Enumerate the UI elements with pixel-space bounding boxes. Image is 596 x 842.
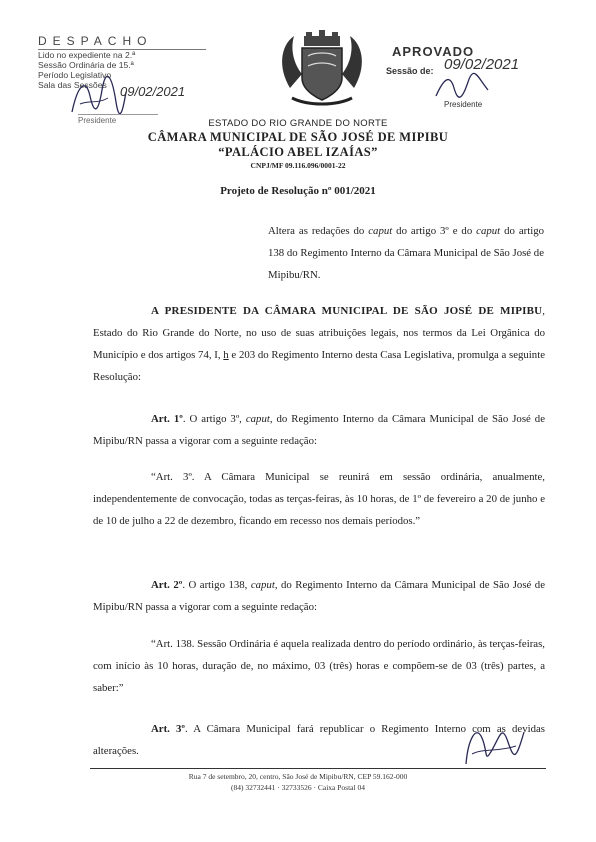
- aprovado-stamp-role: Presidente: [444, 100, 483, 109]
- handwritten-signature: [432, 72, 492, 102]
- header-cnpj: CNPJ/MF 09.116.096/0001-22: [250, 161, 346, 170]
- despacho-stamp-line: Sala das Sessões: [38, 80, 107, 90]
- aprovado-stamp-session-label: Sessão de:: [386, 66, 434, 76]
- article-2-label: Art. 2º: [151, 579, 183, 591]
- despacho-stamp-date: 09/02/2021: [120, 84, 186, 99]
- article-3: Art. 3º. A Câmara Municipal fará republicar o Regimento Interno com as devidas alterações.: [93, 723, 545, 757]
- despacho-stamp-line: Sessão Ordinária de 15.ª: [38, 60, 134, 70]
- article-2-quote: “Art. 138. Sessão Ordinária é aquela realizada dentro do período ordinário, às terças-feiras, com início às 10 horas, duração de, no máximo, 03 (três) horas e compõem-se de 03 (três) partes, a saber:”: [93, 638, 545, 694]
- coat-of-arms-emblem: [272, 28, 372, 108]
- header-camara: CÂMARA MUNICIPAL DE SÃO JOSÉ DE MIPIBU: [147, 130, 449, 144]
- handwritten-signature: [458, 720, 528, 770]
- footer-address: Rua 7 de setembro, 20, centro, São José de Mipibu/RN, CEP 59.162-000: [188, 772, 408, 781]
- preamble-paragraph: A PRESIDENTE DA CÂMARA MUNICIPAL DE SÃO JOSÉ DE MIPIBU, Estado do Rio Grande do Norte, no uso de suas atribuições legais, nos termos da Lei Orgânica do Município e dos artigos 74, I, h e 203 do Regimento Interno desta Casa Legislativa, promulga a seguinte Resolução:: [93, 305, 545, 383]
- aprovado-stamp-title: APROVADO: [392, 44, 475, 59]
- despacho-stamp-role: Presidente: [78, 114, 158, 125]
- handwritten-signature: [68, 74, 128, 118]
- header-state: ESTADO DO RIO GRANDE DO NORTE: [208, 118, 388, 129]
- article-1: Art. 1º. O artigo 3º, caput, do Regimento Interno da Câmara Municipal de São José de Mipibu/RN passa a vigorar com a seguinte redação:: [93, 413, 545, 447]
- header-palacio: “PALÁCIO ABEL IZAÍAS”: [218, 145, 378, 159]
- aprovado-stamp-date: 09/02/2021: [444, 56, 520, 73]
- article-3-label: Art. 3º: [151, 723, 185, 735]
- despacho-stamp-title: DESPACHO: [38, 34, 206, 50]
- article-1-quote: “Art. 3º. A Câmara Municipal se reunirá em sessão ordinária, anualmente, independentemente de convocação, todas as terças-feiras, às 10 horas, de 1º de fevereiro a 20 de junho e de 10 de julho a 22 de dezembro, ficando em recesso nos demais períodos.”: [93, 471, 545, 527]
- despacho-stamp: [38, 34, 206, 124]
- article-1-label: Art. 1º: [151, 413, 183, 425]
- aprovado-stamp: [382, 44, 572, 114]
- despacho-stamp-line: Lido no expediente na 2.ª: [38, 50, 136, 60]
- ementa: Altera as redações do caput do artigo 3º e do caput do artigo 138 do Regimento Interno da Câmara Municipal de São José de Mipibu/RN.: [268, 225, 544, 281]
- footer-contact: (84) 32732441 · 32733526 · Caixa Postal 04: [231, 783, 365, 792]
- preamble-lead: A PRESIDENTE DA CÂMARA MUNICIPAL DE SÃO JOSÉ DE MIPIBU: [151, 305, 543, 317]
- document-title: Projeto de Resolução nº 001/2021: [220, 185, 376, 197]
- footer-divider: [90, 768, 546, 769]
- article-2: Art. 2º. O artigo 138, caput, do Regimento Interno da Câmara Municipal de São José de Mipibu/RN passa a vigorar com a seguinte redação:: [93, 579, 545, 613]
- despacho-stamp-line: Período Legislativo: [38, 70, 112, 80]
